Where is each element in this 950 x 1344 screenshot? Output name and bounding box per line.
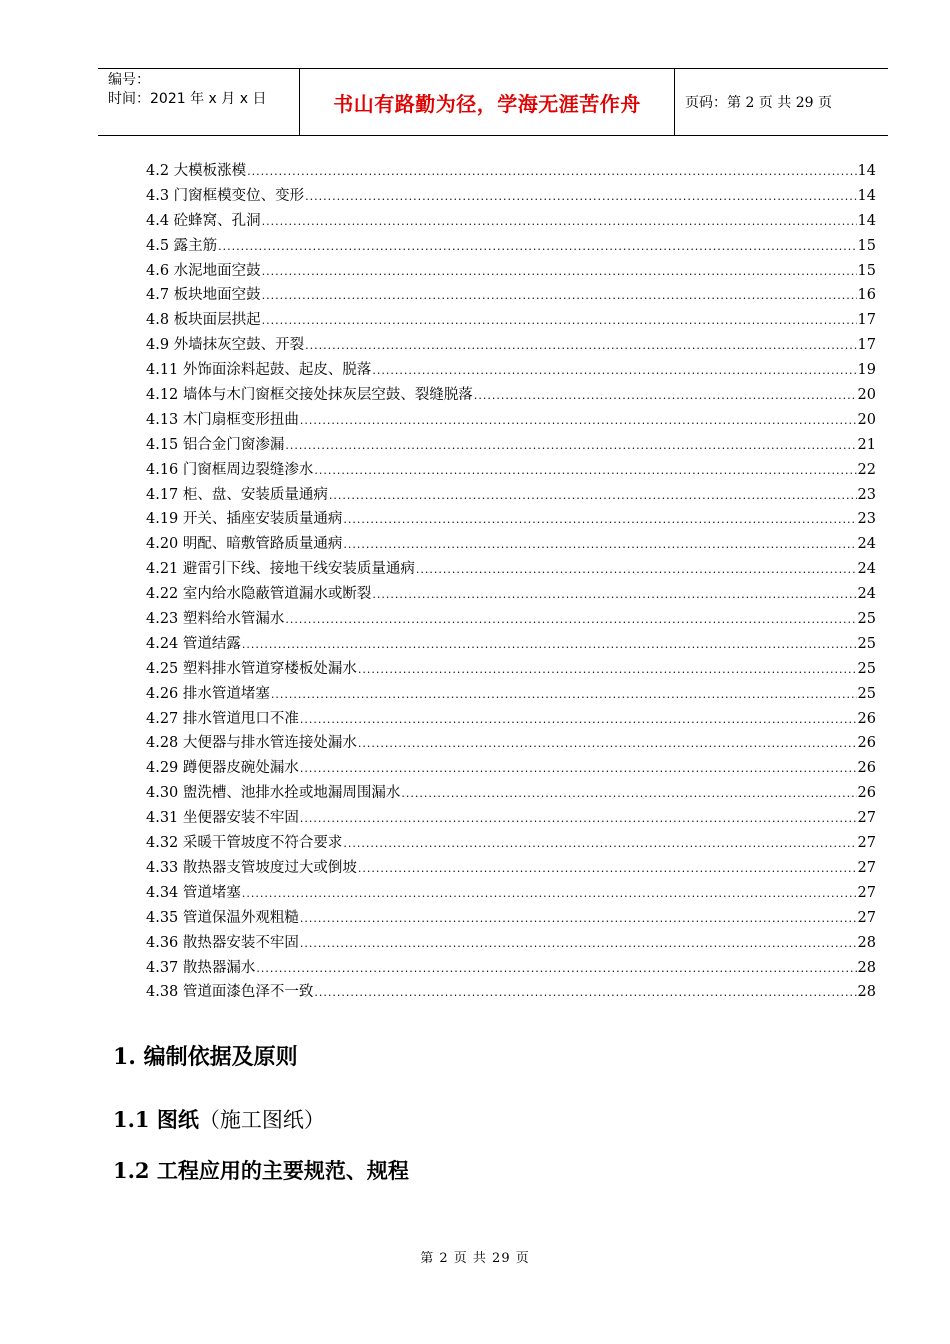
code-label: 编号： (108, 72, 150, 88)
toc-entry-page: 26 (857, 760, 876, 777)
toc-entry[interactable] (146, 333, 876, 358)
toc-entry-label: 4.27 排水管道甩口不准 (146, 710, 299, 727)
toc-leader-dots (262, 309, 857, 334)
toc-entry[interactable] (146, 831, 876, 856)
toc-entry-page: 19 (857, 362, 876, 379)
toc-entry-page: 20 (857, 387, 876, 404)
toc-entry[interactable] (146, 159, 876, 184)
toc-entry-page: 23 (857, 511, 876, 528)
toc-entry-page: 15 (857, 262, 876, 279)
toc-entry-page: 14 (857, 212, 876, 229)
toc-leader-dots (358, 732, 857, 757)
toc-entry-label: 4.28 大便器与排水管连接处漏水 (146, 735, 357, 752)
toc-entry[interactable] (146, 781, 876, 806)
toc-entry[interactable] (146, 731, 876, 756)
toc-entry-page: 28 (857, 959, 876, 976)
toc-entry-label: 4.35 管道保温外观粗糙 (146, 909, 299, 926)
toc-entry[interactable] (146, 582, 876, 607)
toc-entry-label: 4.21 避雷引下线、接地干线安装质量通病 (146, 561, 415, 578)
toc-entry-label: 4.32 采暖干管坡度不符合要求 (146, 835, 343, 852)
toc-leader-dots (314, 981, 856, 1006)
toc-entry-page: 28 (857, 984, 876, 1001)
toc-entry-page: 20 (857, 411, 876, 428)
toc-entry[interactable] (146, 433, 876, 458)
toc-entry[interactable] (146, 906, 876, 931)
toc-entry[interactable] (146, 184, 876, 209)
toc-entry-label: 4.38 管道面漆色泽不一致 (146, 984, 314, 1001)
toc-entry-page: 25 (857, 685, 876, 702)
toc-entry[interactable] (146, 980, 876, 1005)
toc-leader-dots (218, 235, 856, 260)
toc-leader-dots (247, 160, 856, 185)
toc-entry-label: 4.25 塑料排水管道穿楼板处漏水 (146, 660, 357, 677)
toc-entry-label: 4.20 明配、暗敷管路质量通病 (146, 536, 343, 553)
toc-leader-dots (474, 384, 857, 409)
toc-entry-page: 27 (857, 909, 876, 926)
toc-entry[interactable] (146, 856, 876, 881)
header-meta-cell (98, 69, 300, 135)
toc-entry-label: 4.2 大模板涨模 (146, 163, 247, 179)
toc-leader-dots (305, 334, 856, 359)
toc-leader-dots (372, 583, 856, 608)
page-footer: 第 2 页 共 29 页 (420, 1251, 530, 1266)
toc-entry-label: 4.8 板块面层拱起 (146, 312, 261, 329)
toc-entry-label: 4.34 管道堵塞 (146, 884, 241, 901)
toc-entry-label: 4.5 露主筋 (146, 237, 218, 254)
toc-entry-page: 27 (857, 884, 876, 901)
toc-leader-dots (285, 434, 856, 459)
toc-entry-page: 25 (857, 660, 876, 677)
toc-leader-dots (343, 832, 856, 857)
toc-entry-page: 28 (857, 934, 876, 951)
toc-entry-label: 4.26 排水管道堵塞 (146, 685, 270, 702)
toc-leader-dots (256, 957, 856, 982)
toc-leader-dots (343, 533, 856, 558)
toc-entry[interactable] (146, 956, 876, 981)
toc-entry[interactable] (146, 557, 876, 582)
section-heading-1-1-note: （施工图纸） (198, 1108, 325, 1132)
toc-entry-label: 4.12 墙体与木门窗框交接处抹灰层空鼓、裂缝脱落 (146, 387, 473, 404)
toc-entry[interactable] (146, 483, 876, 508)
section-heading-1-1-title: 1.1 图纸 (113, 1107, 199, 1132)
toc-entry-label: 4.13 木门扇框变形扭曲 (146, 411, 299, 428)
toc-entry-label: 4.15 铝合金门窗渗漏 (146, 436, 285, 453)
toc-entry[interactable] (146, 358, 876, 383)
toc-leader-dots (300, 932, 857, 957)
toc-entry-label: 4.9 外墙抹灰空鼓、开裂 (146, 337, 305, 354)
toc-entry-page: 27 (857, 810, 876, 827)
toc-entry[interactable] (146, 532, 876, 557)
toc-entry[interactable] (146, 259, 876, 284)
time-label: 时间：2021 年 x 月 x 日 (108, 91, 267, 107)
toc-entry-label: 4.29 蹲便器皮碗处漏水 (146, 760, 299, 777)
toc-entry[interactable] (146, 209, 876, 234)
toc-entry-page: 26 (857, 735, 876, 752)
toc-leader-dots (401, 782, 856, 807)
toc-entry-page: 17 (857, 312, 876, 329)
toc-entry[interactable] (146, 607, 876, 632)
toc-entry-page: 25 (857, 611, 876, 628)
toc-leader-dots (300, 708, 857, 733)
section-heading-1-2: 1.2 工程应用的主要规范、规程 (113, 1158, 409, 1183)
toc-entry-page: 21 (857, 436, 876, 453)
toc-entry-page: 26 (857, 785, 876, 802)
toc-leader-dots (300, 907, 857, 932)
toc-entry-page: 26 (857, 710, 876, 727)
toc-entry-label: 4.22 室内给水隐蔽管道漏水或断裂 (146, 586, 372, 603)
toc-entry-page: 24 (857, 561, 876, 578)
toc-entry[interactable] (146, 657, 876, 682)
toc-entry-label: 4.33 散热器支管坡度过大或倒坡 (146, 859, 357, 876)
toc-entry-page: 27 (857, 859, 876, 876)
toc-leader-dots (305, 185, 856, 210)
toc-entry-page: 16 (857, 287, 876, 304)
toc-leader-dots (358, 658, 857, 683)
toc-entry-page: 23 (857, 486, 876, 503)
toc-entry-label: 4.7 板块地面空鼓 (146, 287, 261, 304)
toc-entry-page: 24 (857, 586, 876, 603)
toc-leader-dots (262, 260, 857, 285)
section-heading-1-1 (113, 1104, 325, 1134)
toc-leader-dots (329, 484, 857, 509)
toc-entry-label: 4.16 门窗框周边裂缝渗水 (146, 461, 314, 478)
toc-entry-page: 14 (857, 163, 876, 179)
toc-entry[interactable] (146, 383, 876, 408)
toc-entry[interactable] (146, 881, 876, 906)
toc-leader-dots (300, 807, 857, 832)
toc-leader-dots (262, 284, 857, 309)
toc-entry-label: 4.24 管道结露 (146, 635, 241, 652)
toc-leader-dots (242, 633, 857, 658)
toc-leader-dots (285, 608, 856, 633)
header-motto: 书山有路勤为径，学海无涯苦作舟 (300, 69, 675, 135)
toc-entry-page: 14 (857, 187, 876, 204)
page-header (98, 68, 888, 136)
toc-leader-dots (271, 683, 857, 708)
toc-entry-label: 4.31 坐便器安装不牢固 (146, 810, 299, 827)
toc-entry[interactable] (146, 806, 876, 831)
toc-entry[interactable] (146, 507, 876, 532)
toc-entry-label: 4.4 砼蜂窝、孔洞 (146, 212, 261, 229)
toc-entry-page: 24 (857, 536, 876, 553)
toc-leader-dots (314, 459, 856, 484)
toc-leader-dots (416, 558, 857, 583)
table-of-contents (146, 159, 876, 1005)
toc-leader-dots (372, 359, 856, 384)
toc-entry[interactable] (146, 234, 876, 259)
toc-leader-dots (343, 508, 856, 533)
toc-entry[interactable] (146, 408, 876, 433)
toc-entry-label: 4.23 塑料给水管漏水 (146, 611, 285, 628)
toc-entry-page: 25 (857, 635, 876, 652)
toc-entry[interactable] (146, 682, 876, 707)
toc-entry[interactable] (146, 283, 876, 308)
toc-leader-dots (262, 210, 857, 235)
toc-entry[interactable] (146, 632, 876, 657)
toc-entry-label: 4.30 盥洗槽、池排水拴或地漏周围漏水 (146, 785, 401, 802)
toc-entry[interactable] (146, 707, 876, 732)
toc-entry-label: 4.3 门窗框模变位、变形 (146, 187, 305, 204)
toc-entry[interactable] (146, 458, 876, 483)
toc-entry-page: 27 (857, 835, 876, 852)
toc-leader-dots (300, 409, 857, 434)
toc-entry-page: 15 (857, 237, 876, 254)
toc-leader-dots (358, 857, 857, 882)
toc-leader-dots (242, 882, 857, 907)
toc-leader-dots (300, 757, 857, 782)
toc-entry-label: 4.11 外饰面涂料起鼓、起皮、脱落 (146, 362, 372, 379)
toc-entry-label: 4.36 散热器安装不牢固 (146, 934, 299, 951)
toc-entry[interactable] (146, 931, 876, 956)
toc-entry-label: 4.6 水泥地面空鼓 (146, 262, 261, 279)
header-page-info: 页码：第 2 页 共 29 页 (685, 95, 832, 111)
section-heading-1: 1. 编制依据及原则 (113, 1044, 298, 1070)
toc-entry[interactable] (146, 308, 876, 333)
toc-entry-page: 22 (857, 461, 876, 478)
toc-entry-label: 4.19 开关、插座安装质量通病 (146, 511, 343, 528)
toc-entry[interactable] (146, 756, 876, 781)
toc-entry-label: 4.17 柜、盘、安装质量通病 (146, 486, 328, 503)
toc-entry-page: 17 (857, 337, 876, 354)
toc-entry-label: 4.37 散热器漏水 (146, 959, 256, 976)
